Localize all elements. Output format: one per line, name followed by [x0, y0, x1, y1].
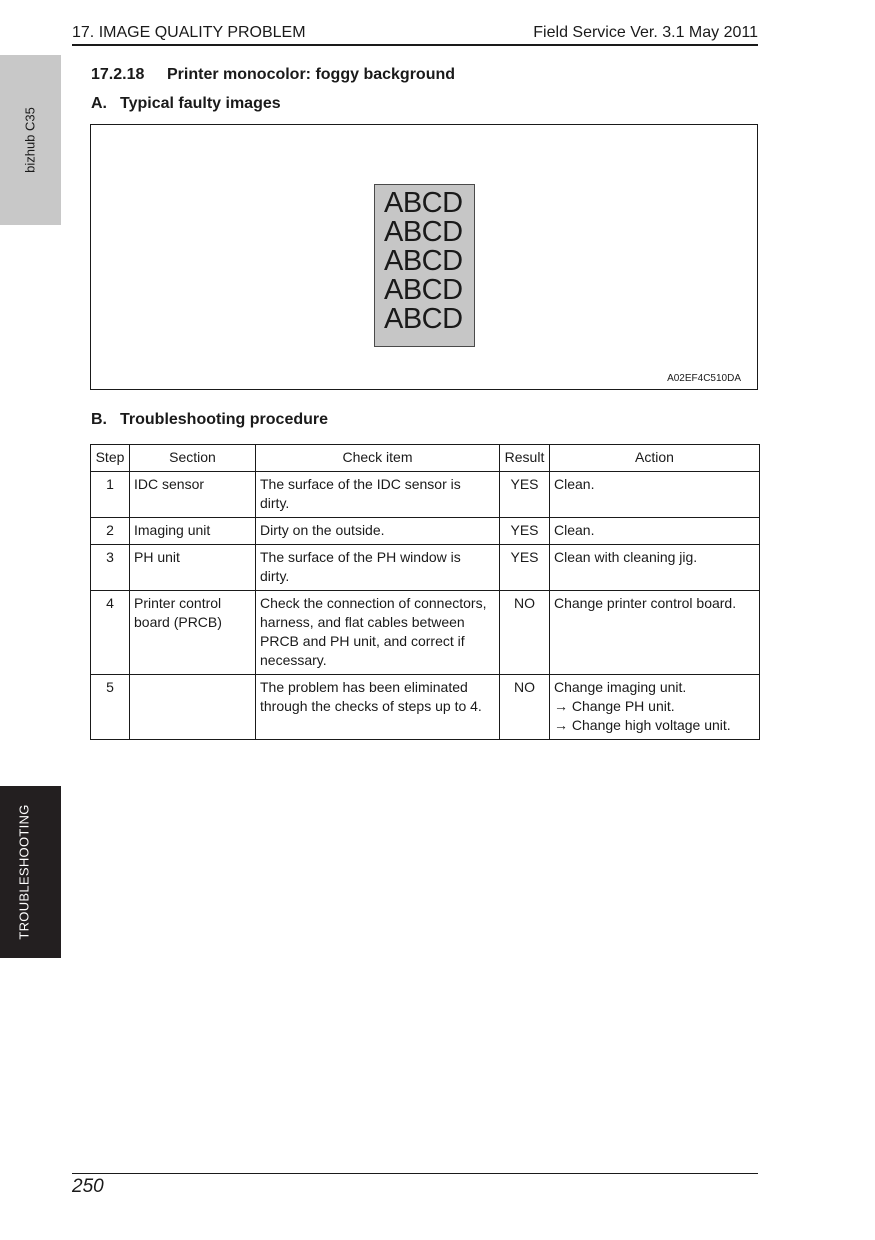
result-cell: NO [500, 675, 550, 740]
table-row [91, 591, 760, 675]
section-cell [130, 591, 256, 675]
action-line: Change imaging unit. [554, 679, 687, 695]
section-line: board (PRCB) [134, 614, 222, 630]
header-result: Result [500, 445, 550, 472]
table-row [91, 675, 760, 740]
action-cell [550, 518, 760, 545]
action-line: Clean. [554, 476, 595, 492]
action-cell [550, 675, 760, 740]
result-cell: YES [500, 472, 550, 518]
edition-info: Field Service Ver. 3.1 May 2011 [533, 24, 758, 41]
model-side-tab [0, 55, 61, 225]
check-line: Dirty on the outside. [260, 522, 385, 538]
check-line: necessary. [260, 652, 327, 668]
check-line: harness, and flat cables between [260, 614, 465, 630]
section-heading [91, 66, 455, 84]
action-line: → Change high voltage unit. [554, 717, 731, 733]
header-action: Action [550, 445, 760, 472]
section-tab-label: TROUBLESHOOTING [16, 804, 32, 940]
section-side-tab [0, 786, 61, 958]
table-header-row [91, 445, 760, 472]
part-b-letter: B. [91, 411, 107, 428]
section-line: Printer control [134, 595, 222, 611]
page-header [72, 22, 758, 46]
check-line: dirty. [260, 495, 290, 511]
check-line: PRCB and PH unit, and correct if [260, 633, 465, 649]
section-cell [130, 675, 256, 740]
sample-text-line: ABCD [384, 303, 463, 335]
part-b-title: Troubleshooting procedure [120, 411, 329, 428]
header-section: Section [130, 445, 256, 472]
result-cell: YES [500, 518, 550, 545]
check-line: The surface of the PH window is [260, 549, 461, 565]
foggy-sample-image [374, 184, 475, 347]
check-item-cell [256, 472, 500, 518]
section-line: Imaging unit [134, 522, 211, 538]
model-label: bizhub C35 [22, 107, 38, 173]
check-item-cell [256, 518, 500, 545]
step-cell: 1 [91, 472, 130, 518]
page-number: 250 [72, 1176, 104, 1197]
section-cell [130, 472, 256, 518]
step-cell: 5 [91, 675, 130, 740]
troubleshooting-table [90, 444, 760, 740]
part-a-heading [91, 95, 281, 113]
action-line: Clean. [554, 522, 595, 538]
table-row [91, 472, 760, 518]
part-b-heading [91, 411, 328, 429]
step-cell: 2 [91, 518, 130, 545]
header-step: Step [91, 445, 130, 472]
check-item-cell [256, 591, 500, 675]
check-line: dirty. [260, 568, 290, 584]
action-line: Clean with cleaning jig. [554, 549, 698, 565]
sample-text-line: ABCD [384, 274, 463, 306]
action-cell [550, 545, 760, 591]
section-title: Printer monocolor: foggy background [167, 66, 456, 83]
result-cell: NO [500, 591, 550, 675]
step-cell: 3 [91, 545, 130, 591]
check-line: The problem has been eliminated [260, 679, 468, 695]
section-line: PH unit [134, 549, 180, 565]
check-line: through the checks of steps up to 4. [260, 698, 482, 714]
check-item-cell [256, 545, 500, 591]
action-cell [550, 472, 760, 518]
action-line: Change printer control board. [554, 595, 737, 611]
section-number: 17.2.18 [91, 66, 145, 83]
part-a-letter: A. [91, 95, 107, 112]
chapter-title: 17. IMAGE QUALITY PROBLEM [72, 24, 306, 41]
section-cell [130, 545, 256, 591]
part-a-title: Typical faulty images [120, 95, 281, 112]
step-cell: 4 [91, 591, 130, 675]
sample-text-line: ABCD [384, 245, 463, 277]
sample-text-line: ABCD [384, 216, 463, 248]
section-line: IDC sensor [134, 476, 205, 492]
table-row [91, 518, 760, 545]
action-cell [550, 591, 760, 675]
result-cell: YES [500, 545, 550, 591]
footer-rule [72, 1173, 758, 1174]
figure-code: A02EF4C510DA [667, 373, 741, 384]
faulty-image-figure [90, 124, 758, 390]
header-check-item: Check item [256, 445, 500, 472]
section-cell [130, 518, 256, 545]
check-line: Check the connection of connectors, [260, 595, 487, 611]
sample-text-line: ABCD [384, 187, 463, 219]
action-line: → Change PH unit. [554, 698, 675, 714]
check-item-cell [256, 675, 500, 740]
check-line: The surface of the IDC sensor is [260, 476, 461, 492]
table-row [91, 545, 760, 591]
